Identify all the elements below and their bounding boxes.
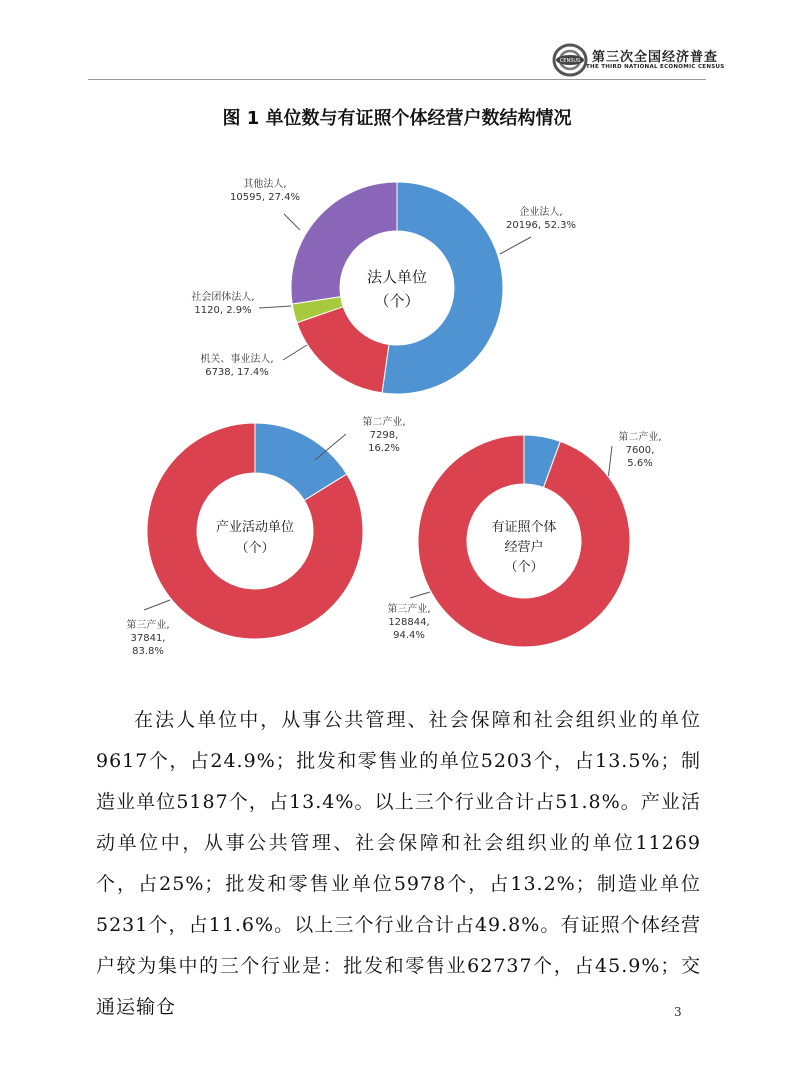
- chart-individual-households: [387, 430, 661, 647]
- slice-label: 16.2%: [368, 443, 400, 454]
- slice-label: 1120, 2.9%: [194, 305, 252, 316]
- leader-line: [283, 345, 307, 360]
- donut-center-label: 产业活动单位: [215, 520, 295, 535]
- donut-center-label: （个）: [504, 560, 544, 575]
- donut-center-label: 法人单位: [366, 268, 428, 286]
- logo-title: 第三次全国经济普查: [592, 50, 719, 65]
- slice-label: 其他法人,: [243, 179, 287, 190]
- donut-slice-企业法人: [382, 182, 503, 394]
- slice-label: 10595, 27.4%: [230, 192, 300, 203]
- slice-label: 第二产业,: [362, 417, 406, 428]
- slice-label: 企业法人,: [519, 207, 563, 218]
- slice-label: 128844,: [388, 617, 430, 628]
- slice-label: 5.6%: [627, 458, 653, 469]
- slice-label: 7298,: [369, 430, 399, 441]
- slice-label: 社会团体法人,: [191, 292, 255, 303]
- slice-label: 第三产业,: [387, 604, 431, 615]
- slice-label: 第三产业,: [126, 620, 170, 631]
- donut-slice-机关、事业法人: [297, 307, 389, 393]
- leader-line: [410, 592, 430, 598]
- slice-label: 94.4%: [393, 630, 425, 641]
- slice-label: 6738, 17.4%: [205, 367, 269, 378]
- body-text: [96, 700, 701, 1028]
- leader-line: [144, 600, 170, 610]
- leader-line: [284, 214, 300, 230]
- chart-industrial-units: [126, 415, 405, 657]
- leader-line: [608, 446, 612, 480]
- donut-center-label: （个）: [374, 292, 420, 310]
- chart-legal-units: [191, 177, 576, 394]
- donut-center-label: （个）: [235, 541, 275, 556]
- page-number: 3: [674, 1005, 682, 1019]
- slice-label: 20196, 52.3%: [506, 220, 576, 231]
- slice-label: 7600,: [625, 445, 655, 456]
- slice-label: 第二产业,: [618, 432, 662, 443]
- body-paragraph: 在法人单位中，从事公共管理、社会保障和社会组织业的单位9617个，占24.9%；批发和零售业的单位5203个，占13.5%；制造业单位5187个，占13.4%。以上三个行业合计占51.8%。产业活动单位中，从事公共管理、社会保障和社会组织业的单位11269个，占25%；批发和零售业单位5978个，占13.2%；制造业单位5231个，占11.6%。以上三个行业合计占49.8%。有证照个体经营户较为集中的三个行业是：批发和零售业62737个，占45.9%；交通运输仓: [96, 709, 701, 1018]
- figure-title: 图 1 单位数与有证照个体经营户数结构情况: [222, 108, 572, 129]
- donut-center-label: 经营户: [504, 540, 544, 555]
- slice-label: 83.8%: [132, 646, 164, 657]
- donut-center-label: 有证照个体: [491, 520, 557, 535]
- svg-text:CENSUS: CENSUS: [559, 58, 581, 64]
- leader-line: [500, 237, 531, 254]
- leader-line: [259, 306, 291, 308]
- logo-subtitle: THE THIRD NATIONAL ECONOMIC CENSUS: [586, 64, 725, 70]
- slice-label: 机关、事业法人,: [200, 354, 274, 365]
- slice-label: 37841,: [130, 633, 166, 644]
